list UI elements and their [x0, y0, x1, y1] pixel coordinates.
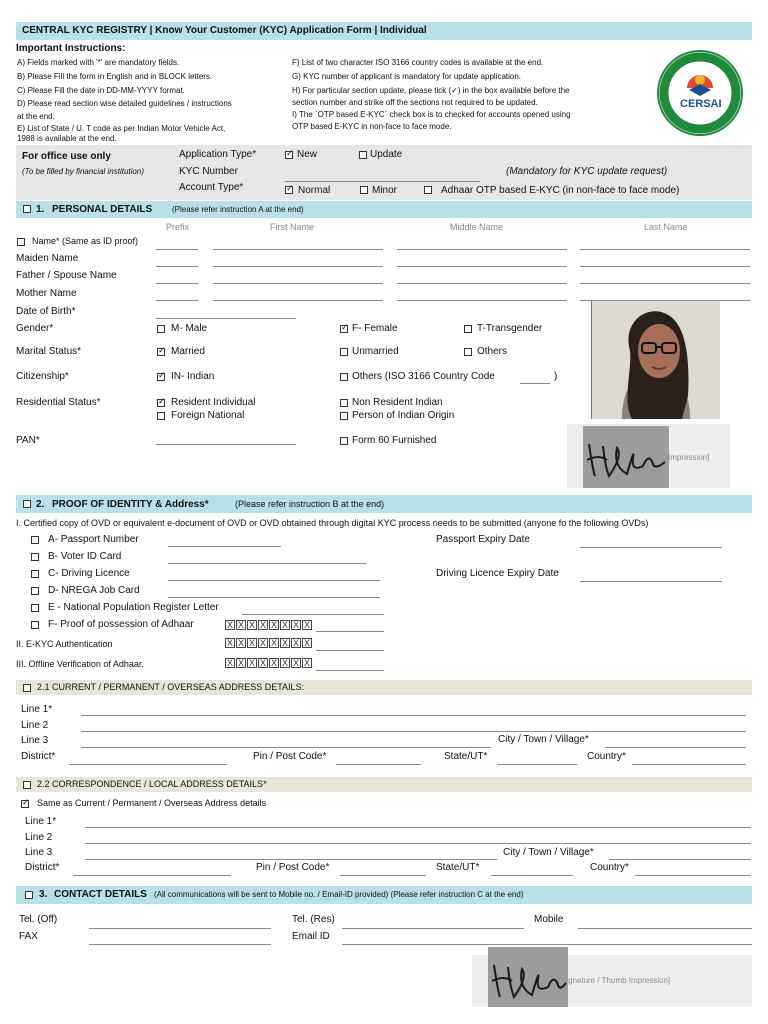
- maiden-name-label: Maiden Name: [16, 253, 79, 264]
- address2-line3-label: Line 3: [25, 847, 53, 858]
- mother-middle-field[interactable]: [397, 300, 567, 301]
- dob-field[interactable]: [156, 318, 296, 319]
- address1-line3-field[interactable]: [81, 747, 491, 748]
- address1-city-field[interactable]: [605, 747, 746, 748]
- contact-details-section-checkbox[interactable]: [25, 891, 33, 899]
- passport-number-field[interactable]: [168, 546, 281, 547]
- marital-others-checkbox[interactable]: [464, 348, 472, 356]
- passport-checkbox[interactable]: [31, 536, 39, 544]
- citizenship-others-checkbox[interactable]: [340, 373, 348, 381]
- cersai-logo-text: CERSAI: [680, 98, 722, 110]
- tel-off-label: Tel. (Off): [19, 914, 58, 925]
- address2-city-label: City / Town / Village*: [503, 847, 594, 858]
- address1-pin-label: Pin / Post Code*: [253, 751, 327, 762]
- npr-label: E - National Population Register Letter: [48, 602, 219, 613]
- gender-female-checkbox[interactable]: [340, 325, 348, 333]
- address2-district-field[interactable]: [73, 875, 231, 876]
- kyc-number-label: KYC Number: [179, 166, 238, 177]
- gender-transgender-label: T-Transgender: [477, 323, 543, 334]
- same-as-current-checkbox[interactable]: [21, 800, 29, 808]
- offline-field[interactable]: [316, 670, 384, 671]
- passport-expiry-field[interactable]: [580, 547, 722, 548]
- address2-line2-field[interactable]: [85, 843, 751, 844]
- indian-checkbox[interactable]: [157, 373, 165, 381]
- office-use-note: (To be filled by financial institution): [22, 167, 144, 176]
- instruction-d-cont: at the end.: [17, 112, 55, 121]
- otp-ekyc-checkbox[interactable]: [424, 186, 432, 194]
- pan-label: PAN*: [16, 435, 40, 446]
- address1-pin-field[interactable]: [336, 764, 421, 765]
- address1-title: 2.1 CURRENT / PERMANENT / OVERSEAS ADDRESS DETAILS:: [37, 682, 305, 692]
- dob-label: Date of Birth*: [16, 306, 76, 317]
- normal-checkbox[interactable]: [285, 186, 293, 194]
- personal-details-title: PERSONAL DETAILS: [52, 204, 153, 215]
- adhaar-field[interactable]: [316, 631, 384, 632]
- voter-checkbox[interactable]: [31, 553, 39, 561]
- tel-off-field[interactable]: [89, 928, 271, 929]
- instruction-g: G) KYC number of applicant is mandatory for update application.: [292, 72, 522, 81]
- npr-field[interactable]: [242, 614, 384, 615]
- voter-label: B- Voter ID Card: [48, 551, 122, 562]
- minor-checkbox[interactable]: [360, 186, 368, 194]
- address2-city-field[interactable]: [609, 859, 751, 860]
- address1-state-field[interactable]: [497, 764, 577, 765]
- maiden-prefix-field[interactable]: [156, 266, 198, 267]
- form60-label: Form 60 Furnished: [352, 435, 437, 446]
- father-prefix-field[interactable]: [156, 283, 198, 284]
- offline-digit-boxes[interactable]: X X X X X X X X: [226, 658, 310, 668]
- npr-checkbox[interactable]: [31, 604, 39, 612]
- address1-section-checkbox[interactable]: [23, 684, 31, 692]
- driving-checkbox[interactable]: [31, 570, 39, 578]
- address2-line2-label: Line 2: [25, 832, 53, 843]
- email-field[interactable]: [342, 944, 752, 945]
- new-label: New: [297, 149, 318, 160]
- father-middle-field[interactable]: [397, 283, 567, 284]
- contact-details-title: CONTACT DETAILS: [54, 889, 147, 900]
- address1-line2-field[interactable]: [81, 731, 746, 732]
- address1-line3-label: Line 3: [21, 735, 49, 746]
- father-spouse-label: Father / Spouse Name: [16, 270, 117, 281]
- unmarried-label: Unmarried: [352, 346, 399, 357]
- col-last-name: Last Name: [644, 222, 688, 232]
- adhaar-checkbox[interactable]: [31, 621, 39, 629]
- email-label: Email ID: [292, 931, 330, 942]
- office-use-title: For office use only: [22, 151, 111, 162]
- proof-identity-note: (Please refer instruction B at the end): [235, 499, 385, 509]
- pio-label: Person of Indian Origin: [352, 410, 455, 421]
- signature-image-1: [583, 426, 669, 488]
- gender-label: Gender*: [16, 323, 54, 334]
- pan-field[interactable]: [156, 444, 296, 445]
- marital-others-label: Others: [477, 346, 508, 357]
- kyc-number-note: (Mandatory for KYC update request): [506, 166, 668, 177]
- otp-ekyc-label: Adhaar OTP based E-KYC (in non-face to face mode): [441, 185, 680, 196]
- unmarried-checkbox[interactable]: [340, 348, 348, 356]
- minor-label: Minor: [372, 185, 398, 196]
- address2-line1-label: Line 1*: [25, 816, 57, 827]
- gender-female-label: F- Female: [352, 323, 398, 334]
- gender-transgender-checkbox[interactable]: [464, 325, 472, 333]
- nri-label: Non Resident Indian: [352, 397, 443, 408]
- citizenship-others-close: ): [554, 371, 558, 382]
- instruction-f: F) List of two character ISO 3166 country codes is available at the end.: [292, 58, 544, 67]
- address2-country-field[interactable]: [635, 875, 751, 876]
- ekyc-digit-boxes[interactable]: X X X X X X X X: [226, 638, 310, 648]
- mother-first-field[interactable]: [213, 300, 383, 301]
- proof-identity-num: 2.: [36, 499, 45, 510]
- tel-res-label: Tel. (Res): [292, 914, 335, 925]
- address1-line1-field[interactable]: [81, 715, 746, 716]
- personal-details-section-checkbox[interactable]: [23, 205, 31, 213]
- offline-label: III. Offline Verification of Adhaar.: [16, 659, 144, 669]
- address2-state-label: State/UT*: [436, 862, 480, 873]
- account-type-label: Account Type*: [179, 182, 244, 193]
- name-last-field[interactable]: [580, 249, 750, 250]
- address1-line2-label: Line 2: [21, 720, 49, 731]
- form60-checkbox[interactable]: [340, 437, 348, 445]
- instruction-h-cont: section number and strike off the sections not required to be updated.: [292, 98, 538, 107]
- mother-prefix-field[interactable]: [156, 300, 198, 301]
- indian-label: IN- Indian: [171, 371, 215, 382]
- address1-country-field[interactable]: [632, 764, 746, 765]
- cersai-logo: [657, 50, 743, 136]
- ovd-intro: I. Certified copy of OVD or equivalent e-document of OVD or OVD obtained through digital KYC process needs to be submitted (anyone fo the following OVDs): [16, 518, 649, 528]
- signature-hint-1: Impression]: [668, 453, 710, 462]
- resident-individual-checkbox[interactable]: [157, 399, 165, 407]
- married-label: Married: [171, 346, 205, 357]
- address2-state-field[interactable]: [491, 875, 573, 876]
- application-type-label: Application Type*: [179, 149, 257, 160]
- fax-field[interactable]: [89, 944, 271, 945]
- address2-pin-label: Pin / Post Code*: [256, 862, 330, 873]
- instruction-d: D) Please read section wise detailed guidelines / instructions: [17, 99, 232, 108]
- address1-district-field[interactable]: [69, 764, 227, 765]
- nrega-checkbox[interactable]: [31, 587, 39, 595]
- voter-id-field[interactable]: [168, 563, 366, 564]
- foreign-national-label: Foreign National: [171, 410, 245, 421]
- update-checkbox[interactable]: [359, 151, 367, 159]
- maiden-first-field[interactable]: [213, 266, 383, 267]
- instruction-i: I) The `OTP based E-KYC` check box is to checked for accounts opened using: [292, 110, 571, 119]
- update-label: Update: [370, 149, 403, 160]
- mobile-label: Mobile: [534, 914, 564, 925]
- instruction-c: C) Please Fill the date in DD-MM-YYYY format.: [17, 86, 185, 95]
- name-first-field[interactable]: [213, 249, 383, 250]
- address1-district-label: District*: [21, 751, 56, 762]
- tel-res-field[interactable]: [342, 928, 524, 929]
- instruction-a: A) Fields marked with '*' are mandatory fields.: [17, 58, 180, 67]
- name-same-as-id-checkbox[interactable]: [17, 238, 25, 246]
- proof-identity-title: PROOF OF IDENTITY & Address*: [52, 499, 209, 510]
- mother-name-label: Mother Name: [16, 288, 77, 299]
- driving-expiry-label: Driving Licence Expiry Date: [436, 568, 559, 579]
- contact-details-num: 3.: [39, 889, 48, 900]
- nrega-label: D- NREGA Job Card: [48, 585, 140, 596]
- driving-licence-field[interactable]: [168, 580, 380, 581]
- instruction-i-cont: OTP based E-KYC in non-face to face mode.: [292, 122, 452, 131]
- married-checkbox[interactable]: [157, 348, 165, 356]
- nri-checkbox[interactable]: [340, 399, 348, 407]
- address2-pin-field[interactable]: [340, 875, 426, 876]
- mobile-field[interactable]: [578, 928, 752, 929]
- fax-label: FAX: [19, 931, 38, 942]
- form-title: CENTRAL KYC REGISTRY | Know Your Customer (KYC) Application Form | Individual: [22, 25, 427, 36]
- ekyc-label: II. E-KYC Authentication: [16, 639, 113, 649]
- kyc-number-field[interactable]: [285, 181, 480, 182]
- personal-details-num: 1.: [36, 204, 45, 215]
- instruction-b: B) Please Fill the form in English and in BLOCK letters.: [17, 72, 213, 81]
- citizenship-label: Citizenship*: [16, 371, 69, 382]
- address2-line1-field[interactable]: [85, 827, 751, 828]
- same-as-current-label: Same as Current / Permanent / Overseas Address details: [37, 798, 267, 808]
- address1-line1-label: Line 1*: [21, 704, 53, 715]
- father-first-field[interactable]: [213, 283, 383, 284]
- applicant-photo: [591, 301, 720, 419]
- name-prefix-field[interactable]: [156, 249, 198, 250]
- col-prefix: Prefix: [166, 222, 190, 232]
- personal-details-note: (Please refer instruction A at the end): [172, 205, 304, 214]
- col-middle-name: Middle Name: [450, 222, 504, 232]
- adhaar-digit-boxes[interactable]: X X X X X X X X: [226, 620, 310, 630]
- nrega-field[interactable]: [168, 597, 380, 598]
- gender-male-checkbox[interactable]: [157, 325, 165, 333]
- col-first-name: First Name: [270, 222, 315, 232]
- country-code-field[interactable]: [520, 383, 550, 384]
- address1-country-label: Country*: [587, 751, 626, 762]
- instruction-e: E) List of State / U. T code as per Indian Motor Vehicle Act,: [17, 124, 226, 133]
- citizenship-others-label: Others (ISO 3166 Country Code: [352, 371, 495, 382]
- contact-details-note: (All communications will be sent to Mobile no. / Email-ID provided) (Please refer instruction C at the end): [154, 890, 524, 899]
- address2-country-label: Country*: [590, 862, 629, 873]
- marital-status-label: Marital Status*: [16, 346, 82, 357]
- gender-male-label: M- Male: [171, 323, 208, 334]
- proof-identity-section-checkbox[interactable]: [23, 500, 31, 508]
- address2-line3-field[interactable]: [85, 859, 497, 860]
- father-last-field[interactable]: [580, 283, 750, 284]
- address2-title: 2.2 CORRESPONDENCE / LOCAL ADDRESS DETAILS*: [37, 779, 267, 789]
- driving-expiry-field[interactable]: [580, 581, 722, 582]
- address1-state-label: State/UT*: [444, 751, 488, 762]
- new-checkbox[interactable]: [285, 151, 293, 159]
- instructions-heading: Important Instructions:: [16, 43, 126, 54]
- address2-district-label: District*: [25, 862, 60, 873]
- maiden-last-field[interactable]: [580, 266, 750, 267]
- resident-individual-label: Resident Individual: [171, 397, 256, 408]
- ekyc-field[interactable]: [316, 650, 384, 651]
- signature-image-2: [488, 947, 568, 1007]
- instruction-h: H) For particular section update, please tick (✓) in the box available before the: [292, 86, 570, 95]
- passport-label: A- Passport Number: [48, 534, 139, 545]
- maiden-middle-field[interactable]: [397, 266, 567, 267]
- instruction-e-cont: 1988 is available at the end.: [17, 134, 117, 143]
- name-middle-field[interactable]: [397, 249, 567, 250]
- driving-label: C- Driving Licence: [48, 568, 130, 579]
- passport-expiry-label: Passport Expiry Date: [436, 534, 530, 545]
- pio-checkbox[interactable]: [340, 412, 348, 420]
- address2-section-checkbox[interactable]: [23, 781, 31, 789]
- residential-status-label: Residential Status*: [16, 397, 101, 408]
- adhaar-label: F- Proof of possession of Adhaar: [48, 619, 194, 630]
- signature-hint-2: gnature / Thumb Impression]: [568, 976, 671, 985]
- foreign-national-checkbox[interactable]: [157, 412, 165, 420]
- address1-city-label: City / Town / Village*: [498, 734, 589, 745]
- name-label: Name* (Same as ID proof): [32, 236, 139, 246]
- normal-label: Normal: [298, 185, 331, 196]
